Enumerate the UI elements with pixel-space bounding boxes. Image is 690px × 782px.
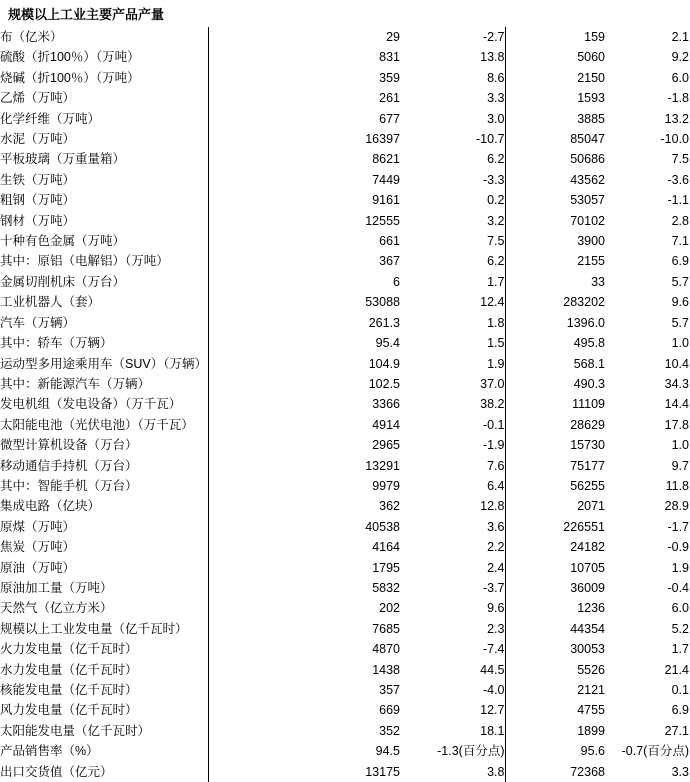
value-cell-v1: 359: [379, 70, 400, 85]
product-name-cell: 化学纤维（万吨）: [0, 109, 208, 129]
value-cell-v4: -1.1: [667, 193, 689, 208]
page-title: 规模以上工业主要产品产量: [8, 7, 165, 22]
value-cell-v2: 3.3: [400, 88, 505, 108]
table-row: [0, 721, 689, 741]
value-cell-v1: 102.5: [368, 376, 400, 391]
table-row: [0, 435, 689, 455]
value-cell-v1: 4914: [372, 417, 400, 432]
table-row: [0, 537, 689, 557]
value-cell-v3: 28629: [570, 417, 605, 432]
value-cell-v2: 1.7: [400, 272, 505, 292]
table-row: [0, 456, 689, 476]
product-name-cell: 天然气（亿立方米）: [0, 598, 208, 618]
value-cell-v3: 43562: [570, 172, 605, 187]
product-name-cell: 太阳能发电量（亿千瓦时）: [0, 721, 208, 741]
table-row: [0, 374, 689, 394]
value-cell-v1: 362: [379, 499, 400, 514]
value-cell-v2: -0.1: [400, 415, 505, 435]
value-cell-v2: 38.2: [400, 394, 505, 414]
value-cell-v4: 6.0: [671, 70, 689, 85]
table-row: [0, 619, 689, 639]
product-name-cell: 硫酸（折100％）（万吨）: [0, 47, 208, 67]
value-cell-v2: -3.3: [400, 170, 505, 190]
table-row: [0, 88, 689, 108]
value-cell-v1: 13291: [365, 458, 400, 473]
product-name-cell: 发电机组（发电设备）（万千瓦）: [0, 394, 208, 414]
product-name-cell: 生铁（万吨）: [0, 170, 208, 190]
value-cell-v1: 357: [379, 683, 400, 697]
value-cell-v2: 7.5: [400, 231, 505, 251]
value-cell-v3: 1899: [577, 723, 605, 738]
table-row: [0, 231, 689, 251]
value-cell-v3: 50686: [570, 152, 605, 167]
value-cell-v2: 3.0: [400, 109, 505, 129]
table-row: [0, 190, 689, 210]
table-row: [0, 394, 689, 414]
value-cell-v4: 6.9: [671, 703, 689, 718]
value-cell-v1: 53088: [365, 295, 400, 310]
table-row: [0, 313, 689, 333]
table-row: [0, 149, 689, 169]
table-row: [0, 762, 689, 782]
value-cell-v1: 661: [379, 234, 400, 249]
table-row: [0, 578, 689, 598]
value-cell-v3: 95.6: [580, 744, 605, 759]
product-name-cell: 烧碱（折100％）（万吨）: [0, 68, 208, 88]
value-cell-v4: 13.2: [664, 111, 689, 126]
value-cell-v4: -1.8: [667, 91, 689, 106]
value-cell-v3: 53057: [570, 193, 605, 208]
value-cell-v2: 1.9: [400, 354, 505, 374]
value-cell-v4: 7.5: [671, 152, 689, 167]
product-output-table: [0, 27, 690, 782]
value-cell-v4: -0.9: [667, 540, 689, 555]
value-cell-v4: 6.9: [671, 254, 689, 269]
table-row: [0, 741, 689, 761]
value-cell-v3: 490.3: [573, 376, 605, 391]
value-cell-v3: 226551: [563, 519, 605, 534]
value-cell-v3: 85047: [570, 132, 605, 147]
value-cell-v3: 36009: [570, 580, 605, 595]
value-cell-v4: 9.2: [671, 50, 689, 65]
product-name-cell: 核能发电量（亿千瓦时）: [0, 680, 208, 700]
value-cell-v4: 1.0: [671, 438, 689, 453]
product-name-cell: 十种有色金属（万吨）: [0, 231, 208, 251]
value-cell-v2: 0.2: [400, 190, 505, 210]
table-row: [0, 700, 689, 720]
value-cell-v1: 29: [386, 30, 400, 44]
table-row: [0, 496, 689, 516]
value-cell-v2: 1.8: [400, 313, 505, 333]
value-cell-v3: 568.1: [573, 356, 605, 371]
value-cell-v4: -0.7(百分点): [621, 744, 689, 759]
product-name-cell: 移动通信手持机（万台）: [0, 456, 208, 476]
product-name-cell: 微型计算机设备（万台）: [0, 435, 208, 455]
table-row: [0, 415, 689, 435]
product-name-cell: 原煤（万吨）: [0, 517, 208, 537]
product-name-cell: 水力发电量（亿千瓦时）: [0, 660, 208, 680]
product-name-cell: 平板玻璃（万重量箱）: [0, 149, 208, 169]
product-name-cell: 规模以上工业发电量（亿千瓦时）: [0, 619, 208, 639]
product-name-cell: 其中：智能手机（万台）: [0, 476, 208, 496]
value-cell-v3: 2121: [577, 683, 605, 697]
value-cell-v1: 261.3: [368, 315, 400, 330]
value-cell-v3: 2150: [577, 70, 605, 85]
value-cell-v1: 40538: [365, 519, 400, 534]
value-cell-v4: 9.7: [671, 458, 689, 473]
table-row: [0, 558, 689, 578]
value-cell-v3: 159: [584, 30, 605, 44]
value-cell-v3: 75177: [570, 458, 605, 473]
value-cell-v3: 4755: [577, 703, 605, 718]
value-cell-v2: -3.7: [400, 578, 505, 598]
value-cell-v3: 72368: [570, 764, 605, 779]
value-cell-v4: 10.4: [664, 356, 689, 371]
value-cell-v2: 13.8: [400, 47, 505, 67]
value-cell-v4: 28.9: [664, 499, 689, 514]
value-cell-v4: 17.8: [664, 417, 689, 432]
table-row: [0, 272, 689, 292]
table-row: [0, 47, 689, 67]
value-cell-v2: 44.5: [400, 660, 505, 680]
value-cell-v3: 33: [591, 274, 605, 289]
value-cell-v1: 1438: [372, 662, 400, 677]
value-cell-v4: -10.0: [660, 132, 689, 147]
value-cell-v3: 2071: [577, 499, 605, 514]
value-cell-v4: 9.6: [671, 295, 689, 310]
value-cell-v2: 9.6: [400, 598, 505, 618]
product-name-cell: 集成电路（亿块）: [0, 496, 208, 516]
table-row: [0, 27, 689, 47]
value-cell-v2: 6.2: [400, 251, 505, 271]
value-cell-v2: 3.8: [400, 762, 505, 782]
value-cell-v1: 8621: [372, 152, 400, 167]
value-cell-v1: 9161: [372, 193, 400, 208]
value-cell-v3: 495.8: [573, 336, 605, 351]
value-cell-v1: 6: [393, 274, 400, 289]
product-name-cell: 原油（万吨）: [0, 558, 208, 578]
value-cell-v4: 14.4: [664, 397, 689, 412]
value-cell-v2: 6.4: [400, 476, 505, 496]
value-cell-v4: 5.7: [671, 274, 689, 289]
value-cell-v3: 11109: [572, 397, 605, 412]
value-cell-v2: 12.7: [400, 700, 505, 720]
value-cell-v4: -3.6: [667, 172, 689, 187]
product-name-cell: 布（亿米）: [0, 27, 208, 47]
table-row: [0, 680, 689, 700]
product-name-cell: 出口交货值（亿元）: [0, 762, 208, 782]
value-cell-v1: 1795: [372, 560, 400, 575]
value-cell-v3: 5060: [577, 50, 605, 65]
value-cell-v4: 21.4: [664, 662, 689, 677]
table-body: [0, 27, 689, 782]
table-row: [0, 517, 689, 537]
value-cell-v2: -7.4: [400, 639, 505, 659]
value-cell-v3: 2155: [577, 254, 605, 269]
value-cell-v4: 6.0: [671, 601, 689, 616]
value-cell-v1: 94.5: [375, 744, 400, 759]
product-name-cell: 其中：轿车（万辆）: [0, 333, 208, 353]
value-cell-v4: 0.1: [671, 683, 689, 697]
value-cell-v2: 6.2: [400, 149, 505, 169]
value-cell-v1: 677: [379, 111, 400, 126]
product-name-cell: 工业机器人（套）: [0, 292, 208, 312]
value-cell-v4: 2.8: [671, 213, 689, 228]
value-cell-v4: 3.3: [671, 764, 689, 779]
value-cell-v2: 3.2: [400, 211, 505, 231]
value-cell-v2: -1.3(百分点): [400, 741, 505, 761]
table-row: [0, 109, 689, 129]
value-cell-v1: 13175: [365, 764, 400, 779]
table-row: [0, 354, 689, 374]
value-cell-v1: 16397: [365, 132, 400, 147]
value-cell-v1: 7449: [372, 172, 400, 187]
value-cell-v1: 2965: [372, 438, 400, 453]
value-cell-v2: 12.4: [400, 292, 505, 312]
table-row: [0, 129, 689, 149]
value-cell-v2: 8.6: [400, 68, 505, 88]
value-cell-v1: 669: [379, 703, 400, 718]
value-cell-v2: -2.7: [400, 27, 505, 47]
product-name-cell: 乙烯（万吨）: [0, 88, 208, 108]
value-cell-v2: 2.2: [400, 537, 505, 557]
value-cell-v3: 283202: [563, 295, 605, 310]
value-cell-v3: 44354: [570, 621, 605, 636]
value-cell-v2: -4.0: [400, 680, 505, 700]
value-cell-v2: 7.6: [400, 456, 505, 476]
value-cell-v3: 10705: [570, 560, 605, 575]
value-cell-v1: 367: [379, 254, 400, 269]
value-cell-v2: 12.8: [400, 496, 505, 516]
value-cell-v2: 2.4: [400, 558, 505, 578]
table-row: [0, 598, 689, 618]
product-name-cell: 其中：新能源汽车（万辆）: [0, 374, 208, 394]
value-cell-v3: 1593: [577, 91, 605, 106]
table-row: [0, 68, 689, 88]
product-name-cell: 其中：原铝（电解铝）（万吨）: [0, 251, 208, 271]
table-row: [0, 170, 689, 190]
value-cell-v4: 5.7: [671, 315, 689, 330]
table-row: [0, 639, 689, 659]
table-row: [0, 251, 689, 271]
value-cell-v2: 18.1: [400, 721, 505, 741]
value-cell-v3: 30053: [570, 642, 605, 657]
value-cell-v4: 11.8: [665, 478, 689, 493]
value-cell-v3: 24182: [570, 540, 605, 555]
value-cell-v4: 5.2: [671, 621, 689, 636]
product-name-cell: 太阳能电池（光伏电池）（万千瓦）: [0, 415, 208, 435]
value-cell-v1: 104.9: [368, 356, 400, 371]
table-row: [0, 292, 689, 312]
value-cell-v1: 3366: [372, 397, 400, 412]
value-cell-v1: 7685: [372, 621, 400, 636]
value-cell-v4: 1.9: [671, 560, 689, 575]
value-cell-v2: 2.3: [400, 619, 505, 639]
value-cell-v2: 1.5: [400, 333, 505, 353]
product-name-cell: 焦炭（万吨）: [0, 537, 208, 557]
value-cell-v4: 27.1: [664, 723, 689, 738]
table-row: [0, 660, 689, 680]
value-cell-v2: 3.6: [400, 517, 505, 537]
product-name-cell: 金属切削机床（万台）: [0, 272, 208, 292]
value-cell-v1: 4870: [372, 642, 400, 657]
value-cell-v4: 7.1: [671, 234, 689, 249]
value-cell-v1: 202: [379, 601, 400, 616]
value-cell-v1: 12555: [365, 213, 400, 228]
table-row: [0, 333, 689, 353]
value-cell-v1: 9979: [372, 478, 400, 493]
value-cell-v4: 1.0: [671, 336, 689, 351]
value-cell-v4: 34.3: [664, 376, 689, 391]
table-row: [0, 476, 689, 496]
product-name-cell: 火力发电量（亿千瓦时）: [0, 639, 208, 659]
product-name-cell: 原油加工量（万吨）: [0, 578, 208, 598]
value-cell-v4: -0.4: [667, 580, 689, 595]
product-name-cell: 汽车（万辆）: [0, 313, 208, 333]
value-cell-v4: -1.7: [667, 519, 689, 534]
product-name-cell: 风力发电量（亿千瓦时）: [0, 700, 208, 720]
value-cell-v4: 1.7: [671, 642, 689, 657]
table-row: [0, 211, 689, 231]
value-cell-v3: 15730: [570, 438, 605, 453]
value-cell-v1: 5832: [372, 580, 400, 595]
product-name-cell: 产品销售率（%）: [0, 741, 208, 761]
value-cell-v3: 1236: [577, 601, 605, 616]
value-cell-v3: 5526: [577, 662, 605, 677]
value-cell-v3: 3885: [577, 111, 605, 126]
value-cell-v2: 37.0: [400, 374, 505, 394]
value-cell-v4: 2.1: [671, 30, 689, 44]
value-cell-v3: 1396.0: [566, 315, 605, 330]
value-cell-v3: 3900: [577, 234, 605, 249]
value-cell-v3: 56255: [570, 478, 605, 493]
value-cell-v1: 831: [379, 50, 400, 65]
product-name-cell: 水泥（万吨）: [0, 129, 208, 149]
value-cell-v1: 352: [379, 723, 400, 738]
product-name-cell: 运动型多用途乘用车（SUV）（万辆）: [0, 354, 208, 374]
value-cell-v2: -10.7: [400, 129, 505, 149]
product-name-cell: 钢材（万吨）: [0, 211, 208, 231]
value-cell-v1: 261: [379, 91, 400, 106]
value-cell-v3: 70102: [570, 213, 605, 228]
product-name-cell: 粗钢（万吨）: [0, 190, 208, 210]
value-cell-v1: 95.4: [375, 336, 400, 351]
value-cell-v2: -1.9: [400, 435, 505, 455]
value-cell-v1: 4164: [372, 540, 400, 555]
